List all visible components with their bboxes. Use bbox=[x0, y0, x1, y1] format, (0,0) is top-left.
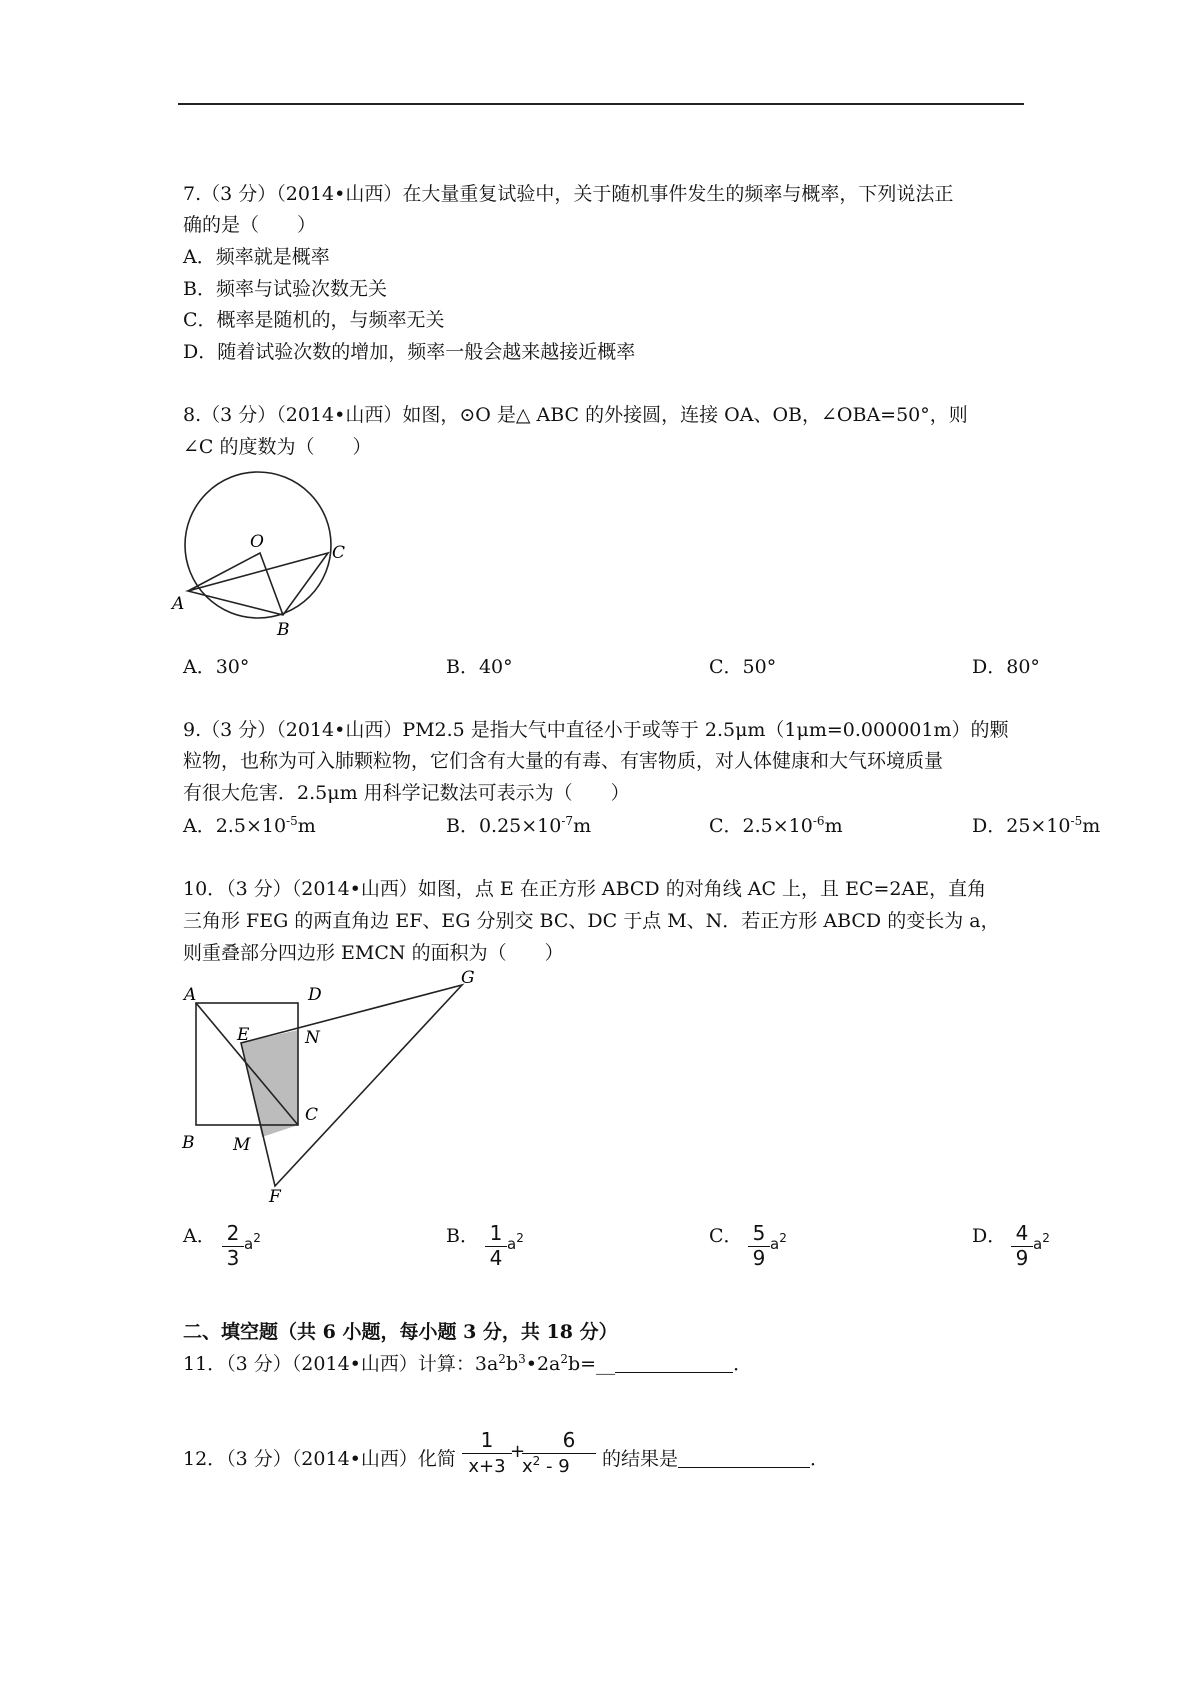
q10-stem-line2: 三角形 FEG 的两直角边 EF、EG 分别交 BC、DC 于点 M、N．若正方形 ABCD 的变长为 a， bbox=[183, 910, 1000, 932]
q8-option-a[interactable]: A．30° bbox=[183, 656, 250, 678]
q7-option-b[interactable]: B．频率与试验次数无关 bbox=[183, 278, 387, 300]
q9-stem-line2: 粒物，也称为可入肺颗粒物，它们含有大量的有毒、有害物质，对人体健康和大气环境质量 bbox=[183, 750, 944, 772]
q9-option-c[interactable]: C．$2.5\times 10^{-6}m$ bbox=[709, 814, 843, 837]
q10-shaded-quadrilateral-emcn bbox=[241, 1030, 298, 1137]
q8-option-c[interactable]: C．50° bbox=[709, 656, 777, 678]
q10-label-m: M bbox=[233, 1135, 251, 1155]
q10-square-figure bbox=[170, 968, 490, 1207]
q8-label-o: O bbox=[250, 532, 264, 552]
q7-option-d[interactable]: D．随着试验次数的增加，频率一般会越来越接近概率 bbox=[183, 341, 636, 363]
q10-option-b-label[interactable]: B． bbox=[446, 1225, 479, 1247]
q8-option-b[interactable]: B．40° bbox=[446, 656, 513, 678]
q9-option-d[interactable]: D．$25\times 10^{-5}m$ bbox=[972, 814, 1101, 837]
q8-label-a: A bbox=[172, 594, 185, 614]
q11-stem: 11．（3 分）（2014•山西）计算：$3a^2b^3•2a^2b=\_\_$ ． bbox=[183, 1352, 753, 1375]
q9-option-b[interactable]: B．$0.25\times 10^{-7}m$ bbox=[446, 814, 592, 837]
q7-stem-line2: 确的是（ ） bbox=[183, 214, 317, 236]
q12-prefix: 12．（3 分）（2014•山西）化简 bbox=[183, 1448, 456, 1470]
q11-answer-blank[interactable] bbox=[615, 1352, 733, 1373]
q8-triangle-abc bbox=[188, 553, 328, 615]
q9-option-a[interactable]: A．$2.5\times 10^{-5}m$ bbox=[183, 814, 316, 837]
header-rule bbox=[178, 103, 1024, 105]
q10-label-c: C bbox=[305, 1105, 319, 1125]
q10-label-e: E bbox=[237, 1025, 250, 1045]
q10-label-g: G bbox=[461, 968, 475, 988]
q9-stem-line1: 9.（3 分）（2014•山西）PM2.5 是指大气中直径小于或等于 2.5μm（1μm=0.000001m）的颗 bbox=[183, 719, 1009, 741]
q8-option-d[interactable]: D．80° bbox=[972, 656, 1040, 678]
q8-label-b: B bbox=[277, 620, 290, 640]
q8-stem-line2: ∠C 的度数为（ ） bbox=[183, 436, 372, 458]
q10-stem-line1: 10．（3 分）（2014•山西）如图，点 E 在正方形 ABCD 的对角线 AC 上，且 EC=2AE，直角 bbox=[183, 878, 987, 900]
q10-label-f: F bbox=[269, 1187, 281, 1207]
q12-answer-blank[interactable] bbox=[678, 1447, 810, 1468]
section-2-heading: 二、填空题（共 6 小题，每小题 3 分，共 18 分） bbox=[183, 1321, 618, 1343]
q12-plus-sign: + bbox=[510, 1441, 526, 1462]
q10-option-c-label[interactable]: C． bbox=[709, 1225, 743, 1247]
q10-label-a: A bbox=[184, 985, 197, 1005]
q7-stem-line1: 7.（3 分）（2014•山西）在大量重复试验中，关于随机事件发生的频率与概率，下列说法正 bbox=[183, 183, 954, 205]
q10-stem-line3: 则重叠部分四边形 EMCN 的面积为（ ） bbox=[183, 942, 564, 964]
q8-triangle-oab bbox=[188, 553, 283, 615]
q10-label-d: D bbox=[308, 985, 322, 1005]
q10-label-n: N bbox=[305, 1028, 320, 1048]
q8-stem-line1: 8.（3 分）（2014•山西）如图，⊙O 是△ ABC 的外接圆，连接 OA、OB，∠OBA=50°，则 bbox=[183, 404, 968, 426]
q9-stem-line3: 有很大危害．2.5μm 用科学记数法可表示为（ ） bbox=[183, 782, 630, 804]
q10-option-a-label[interactable]: A． bbox=[183, 1225, 216, 1247]
q10-label-b: B bbox=[182, 1133, 195, 1153]
q12-middle-text: 的结果是 ． bbox=[602, 1448, 830, 1470]
q10-option-d-label[interactable]: D． bbox=[972, 1225, 1007, 1247]
q8-circle-figure bbox=[170, 465, 350, 640]
q7-option-a[interactable]: A．频率就是概率 bbox=[183, 246, 330, 268]
q7-option-c[interactable]: C．概率是随机的，与频率无关 bbox=[183, 309, 445, 331]
q8-label-c: C bbox=[332, 543, 346, 563]
